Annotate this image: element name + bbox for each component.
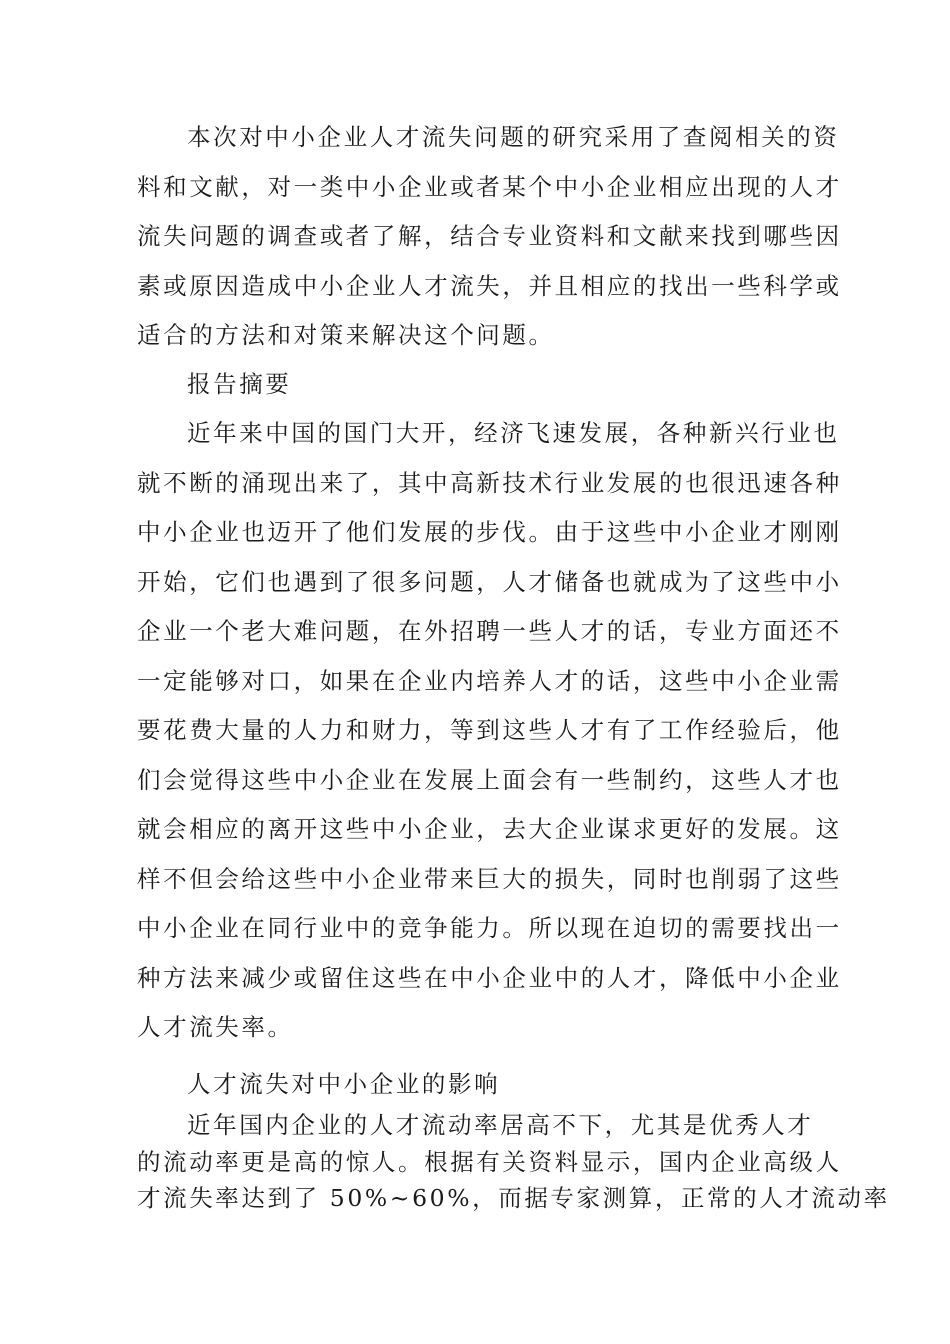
paragraph-line: 一定能够对口，如果在企业内培养人才的话，这些中小企业需 xyxy=(137,666,842,695)
paragraph-impact xyxy=(137,1107,890,1217)
paragraph-line: 们会觉得这些中小企业在发展上面会有一些制约，这些人才也 xyxy=(137,765,842,794)
paragraph-line: 才流失率达到了 50%~60%，而据专家测算，正常的人才流动率 xyxy=(137,1184,890,1212)
paragraph-line: 流失问题的调查或者了解，结合专业资料和文献来找到哪些因 xyxy=(137,222,842,250)
paragraph-line: 中小企业也迈开了他们发展的步伐。由于这些中小企业才刚刚 xyxy=(137,518,842,546)
paragraph-line: 素或原因造成中小企业人才流失，并且相应的找出一些科学或 xyxy=(137,271,842,300)
paragraph-line: 企业一个老大难问题，在外招聘一些人才的话，专业方面还不 xyxy=(137,617,842,645)
paragraph-line: 近年国内企业的人才流动率居高不下，尤其是优秀人才 xyxy=(187,1111,814,1139)
section-heading-impact xyxy=(137,1060,837,1110)
paragraph-line: 要花费大量的人力和财力，等到这些人才有了工作经验后，他 xyxy=(137,716,842,744)
paragraph-line: 开始，它们也遇到了很多问题，人才储备也就成为了这些中小 xyxy=(137,567,842,596)
paragraph-line: 近年来中国的国门大开，经济飞速发展，各种新兴行业也 xyxy=(187,419,840,447)
paragraph-line: 中小企业在同行业中的竞争能力。所以现在迫切的需要找出一 xyxy=(137,914,842,942)
paragraph-summary xyxy=(137,409,842,1053)
paragraph-research-method xyxy=(137,113,842,361)
paragraph-line: 种方法来减少或留住这些在中小企业中的人才，降低中小企业 xyxy=(137,963,842,992)
paragraph-line: 就不断的涌现出来了，其中高新技术行业发展的也很迅速各种 xyxy=(137,468,842,497)
paragraph-line: 的流动率更是高的惊人。根据有关资料显示，国内企业高级人 xyxy=(137,1147,842,1176)
paragraph-line: 人才流失率。 xyxy=(137,1013,294,1041)
section-heading-summary xyxy=(137,360,837,410)
paragraph-line: 本次对中小企业人才流失问题的研究采用了查阅相关的资 xyxy=(187,123,840,151)
heading-text: 报告摘要 xyxy=(187,370,292,398)
paragraph-line: 样不但会给这些中小企业带来巨大的损失，同时也削弱了这些 xyxy=(137,864,842,893)
paragraph-line: 料和文献，对一类中小企业或者某个中小企业相应出现的人才 xyxy=(137,172,842,201)
heading-text: 人才流失对中小企业的影响 xyxy=(187,1070,501,1098)
paragraph-line: 适合的方法和对策来解决这个问题。 xyxy=(137,321,555,349)
paragraph-line: 就会相应的离开这些中小企业，去大企业谋求更好的发展。这 xyxy=(137,815,842,843)
